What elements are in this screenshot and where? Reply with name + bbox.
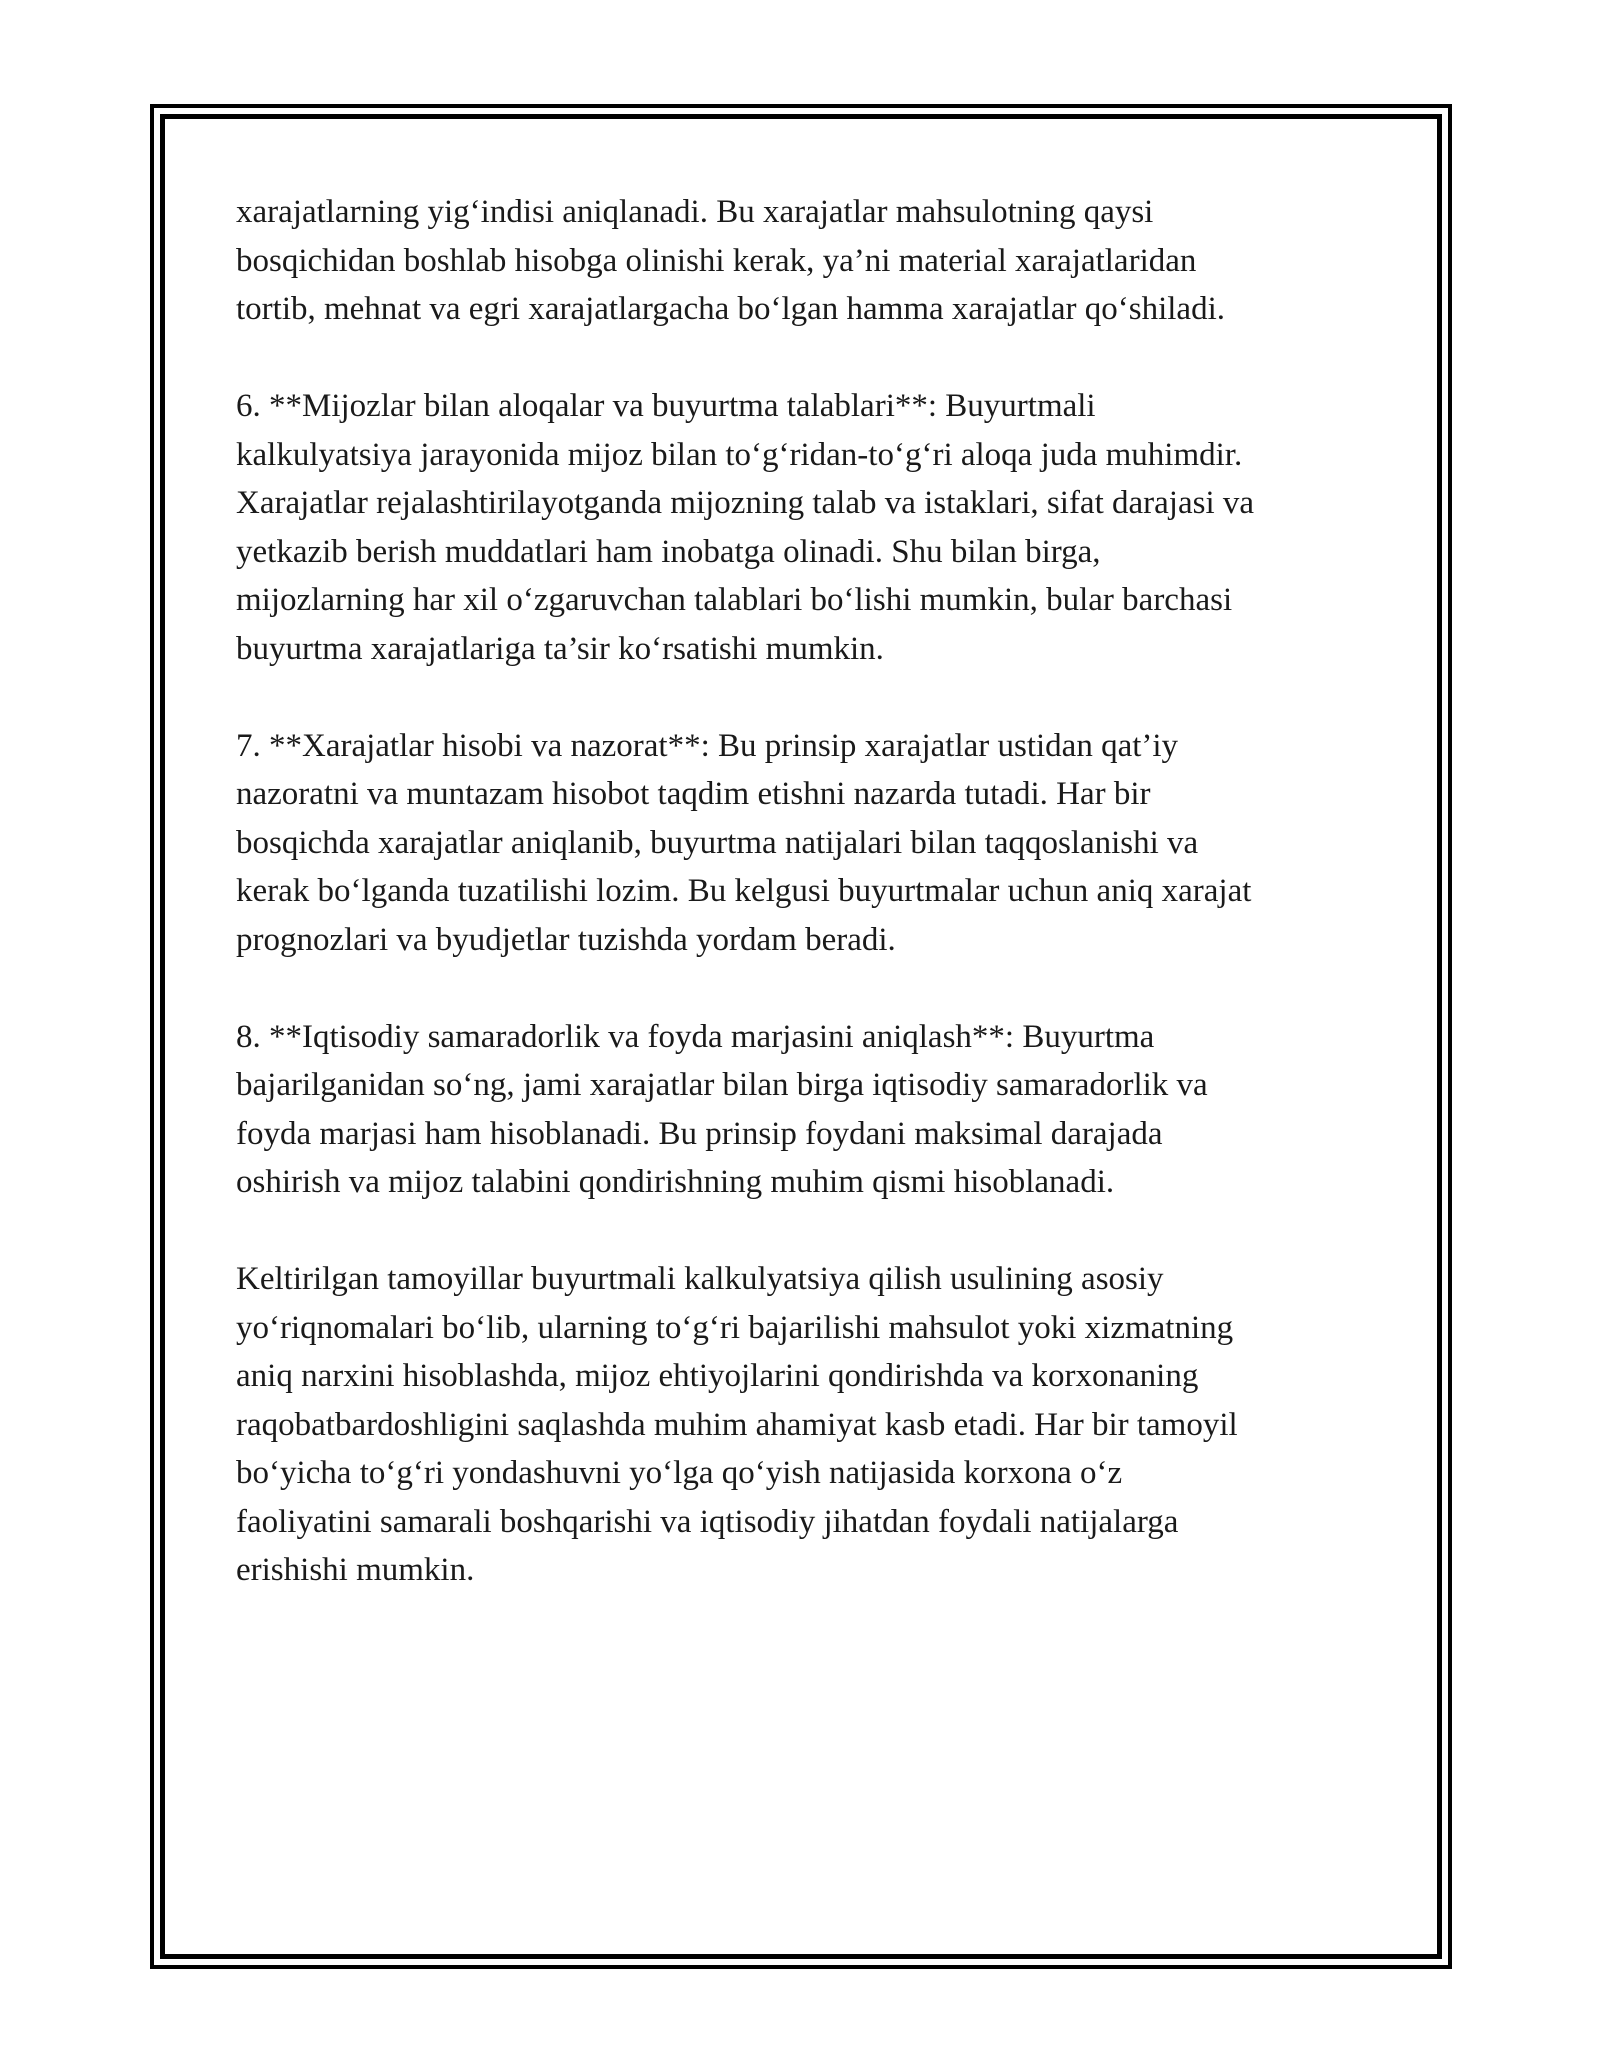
text-line: yetkazib berish muddatlari ham inobatga olinadi. Shu bilan birga, — [236, 533, 1101, 570]
paragraph-item-6 — [236, 382, 1376, 673]
text-line: bosqichda xarajatlar aniqlanib, buyurtma natijalari bilan taqqoslanishi va — [236, 824, 1199, 861]
paragraph-item-7 — [236, 722, 1376, 965]
text-line: tortib, mehnat va egri xarajatlargacha bo‘lgan hamma xarajatlar qo‘shiladi. — [236, 291, 1225, 327]
text-line: raqobatbardoshligini saqlashda muhim ahamiyat kasb etadi. Har bir tamoyil — [236, 1406, 1238, 1443]
paragraph-conclusion — [236, 1255, 1376, 1595]
paragraph-continuation — [236, 188, 1376, 334]
text-line: foyda marjasi ham hisoblanadi. Bu prinsip foydani maksimal darajada — [236, 1115, 1163, 1152]
text-line: buyurtma xarajatlariga ta’sir ko‘rsatishi mumkin. — [236, 630, 884, 667]
text-line: 8. **Iqtisodiy samaradorlik va foyda marjasini aniqlash**: Buyurtma — [236, 1018, 1155, 1055]
text-line: kerak bo‘lganda tuzatilishi lozim. Bu kelgusi buyurtmalar uchun aniq xarajat — [236, 873, 1252, 909]
text-line: erishishi mumkin. — [236, 1552, 475, 1588]
text-line: bo‘yicha to‘g‘ri yondashuvni yo‘lga qo‘yish natijasida korxona o‘z — [236, 1455, 1123, 1491]
text-line: bosqichidan boshlab hisobga olinishi kerak, ya’ni material xarajatlaridan — [236, 242, 1197, 279]
text-line: kalkulyatsiya jarayonida mijoz bilan to‘g‘ridan-to‘g‘ri aloqa juda muhimdir. — [236, 436, 1243, 473]
text-line: 6. **Mijozlar bilan aloqalar va buyurtma talablari**: Buyurtmali — [236, 388, 1096, 424]
text-line: faoliyatini samarali boshqarishi va iqtisodiy jihatdan foydali natijalarga — [236, 1503, 1179, 1540]
text-line: mijozlarning har xil o‘zgaruvchan talablari bo‘lishi mumkin, bular barchasi — [236, 582, 1233, 618]
text-line: bajarilganidan so‘ng, jami xarajatlar bilan birga iqtisodiy samaradorlik va — [236, 1067, 1208, 1103]
text-line: xarajatlarning yig‘indisi aniqlanadi. Bu xarajatlar mahsulotning qaysi — [236, 194, 1154, 230]
text-line: aniq narxini hisoblashda, mijoz ehtiyojlarini qondirishda va korxonaning — [236, 1358, 1199, 1394]
text-line: nazoratni va muntazam hisobot taqdim etishni nazarda tutadi. Har bir — [236, 776, 1151, 812]
paragraph-item-8 — [236, 1013, 1376, 1207]
text-line: oshirish va mijoz talabini qondirishning muhim qismi hisoblanadi. — [236, 1164, 1115, 1200]
text-line: 7. **Xarajatlar hisobi va nazorat**: Bu prinsip xarajatlar ustidan qat’iy — [236, 727, 1179, 764]
document-body — [236, 188, 1376, 1643]
text-line: yo‘riqnomalari bo‘lib, ularning to‘g‘ri bajarilishi mahsulot yoki xizmatning — [236, 1309, 1234, 1346]
text-line: prognozlari va byudjetlar tuzishda yordam beradi. — [236, 921, 896, 958]
text-line: Keltirilgan tamoyillar buyurtmali kalkulyatsiya qilish usulining asosiy — [236, 1261, 1164, 1297]
text-line: Xarajatlar rejalashtirilayotganda mijozning talab va istaklari, sifat darajasi va — [236, 485, 1255, 521]
